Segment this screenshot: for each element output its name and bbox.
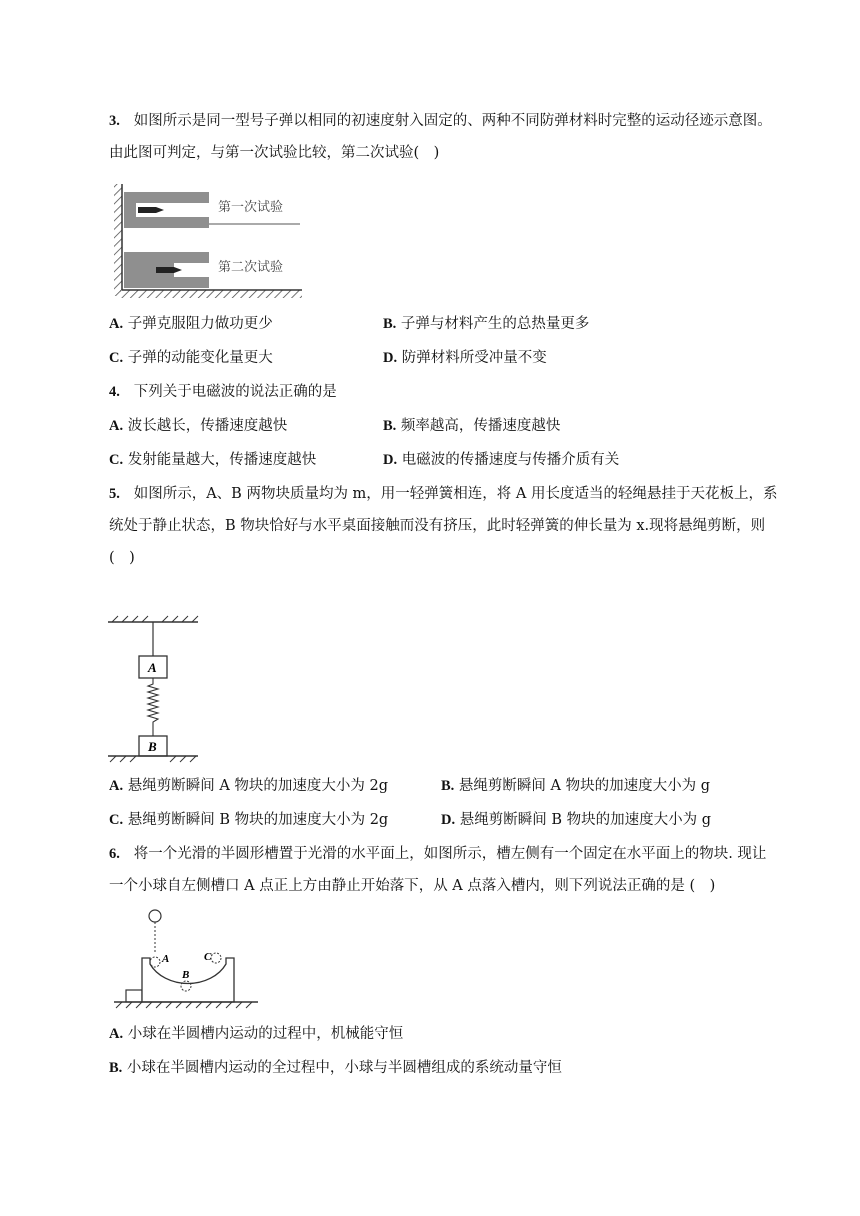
q3-option-a: A. 子弹克服阻力做功更少 — [109, 316, 273, 332]
q3-number: 3. — [109, 113, 120, 129]
q5-fig-label-a: A — [148, 660, 157, 675]
q6-fig-label-c: C — [204, 951, 212, 963]
q6-stem — [109, 838, 779, 902]
q3-fig-label-2: 第二次试验 — [218, 260, 284, 275]
q5-stem-text: 如图所示，A、B 两物块质量均为 m，用一轻弹簧相连，将 A 用长度适当的轻绳悬挂于天花板上，系统处于静止状态，B 物块恰好与水平桌面接触而没有挤压，此时轻弹簧的伸长量为 x.现将悬绳剪断，则( ) — [109, 486, 778, 566]
q5-option-d: D. 悬绳剪断瞬间 B 物块的加速度大小为 g — [441, 812, 711, 828]
q6-option-a: A. 小球在半圆槽内运动的过程中，机械能守恒 — [109, 1026, 404, 1042]
q5-option-c: C. 悬绳剪断瞬间 B 物块的加速度大小为 2g — [109, 812, 389, 828]
q4-option-a: A. 波长越长，传播速度越快 — [109, 418, 288, 434]
q3-figure — [112, 180, 312, 300]
q6-stem-text: 将一个光滑的半圆形槽置于光滑的水平面上，如图所示，槽左侧有一个固定在水平面上的物块. 现让一个小球自左侧槽口 A 点正上方由静止开始落下，从 A 点落入槽内，则下列说法正确的是 ( ) — [109, 846, 767, 894]
q6-figure — [112, 906, 262, 1011]
q3-stem-text: 如图所示是同一型号子弹以相同的初速度射入固定的、两种不同防弹材料时完整的运动径迹示意图。由此图可判定，与第一次试验比较，第二次试验( ) — [109, 113, 772, 161]
q3-stem — [109, 105, 779, 169]
q4-number: 4. — [109, 384, 120, 400]
q4-option-d: D. 电磁波的传播速度与传播介质有关 — [383, 452, 620, 468]
q3-option-c: C. 子弹的动能变化量更大 — [109, 350, 273, 366]
q3-fig-label-1: 第一次试验 — [218, 200, 284, 215]
q4-stem-text: 下列关于电磁波的说法正确的是 — [133, 384, 337, 400]
q4-option-c: C. 发射能量越大，传播速度越快 — [109, 452, 317, 468]
q4-option-b: B. 频率越高，传播速度越快 — [383, 418, 561, 434]
q5-option-b: B. 悬绳剪断瞬间 A 物块的加速度大小为 g — [441, 778, 710, 794]
q6-fig-label-b: B — [182, 969, 190, 981]
q6-number: 6. — [109, 846, 120, 862]
q5-option-a: A. 悬绳剪断瞬间 A 物块的加速度大小为 2g — [109, 778, 389, 794]
q5-fig-label-b: B — [148, 739, 157, 754]
q5-stem — [109, 478, 779, 574]
q6-fig-label-a: A — [162, 953, 170, 965]
q4-stem — [109, 382, 337, 402]
q5-figure — [106, 614, 206, 764]
q6-option-b: B. 小球在半圆槽内运动的全过程中，小球与半圆槽组成的系统动量守恒 — [109, 1060, 562, 1076]
q5-number: 5. — [109, 486, 120, 502]
q3-option-d: D. 防弹材料所受冲量不变 — [383, 350, 547, 366]
q3-option-b: B. 子弹与材料产生的总热量更多 — [383, 316, 590, 332]
